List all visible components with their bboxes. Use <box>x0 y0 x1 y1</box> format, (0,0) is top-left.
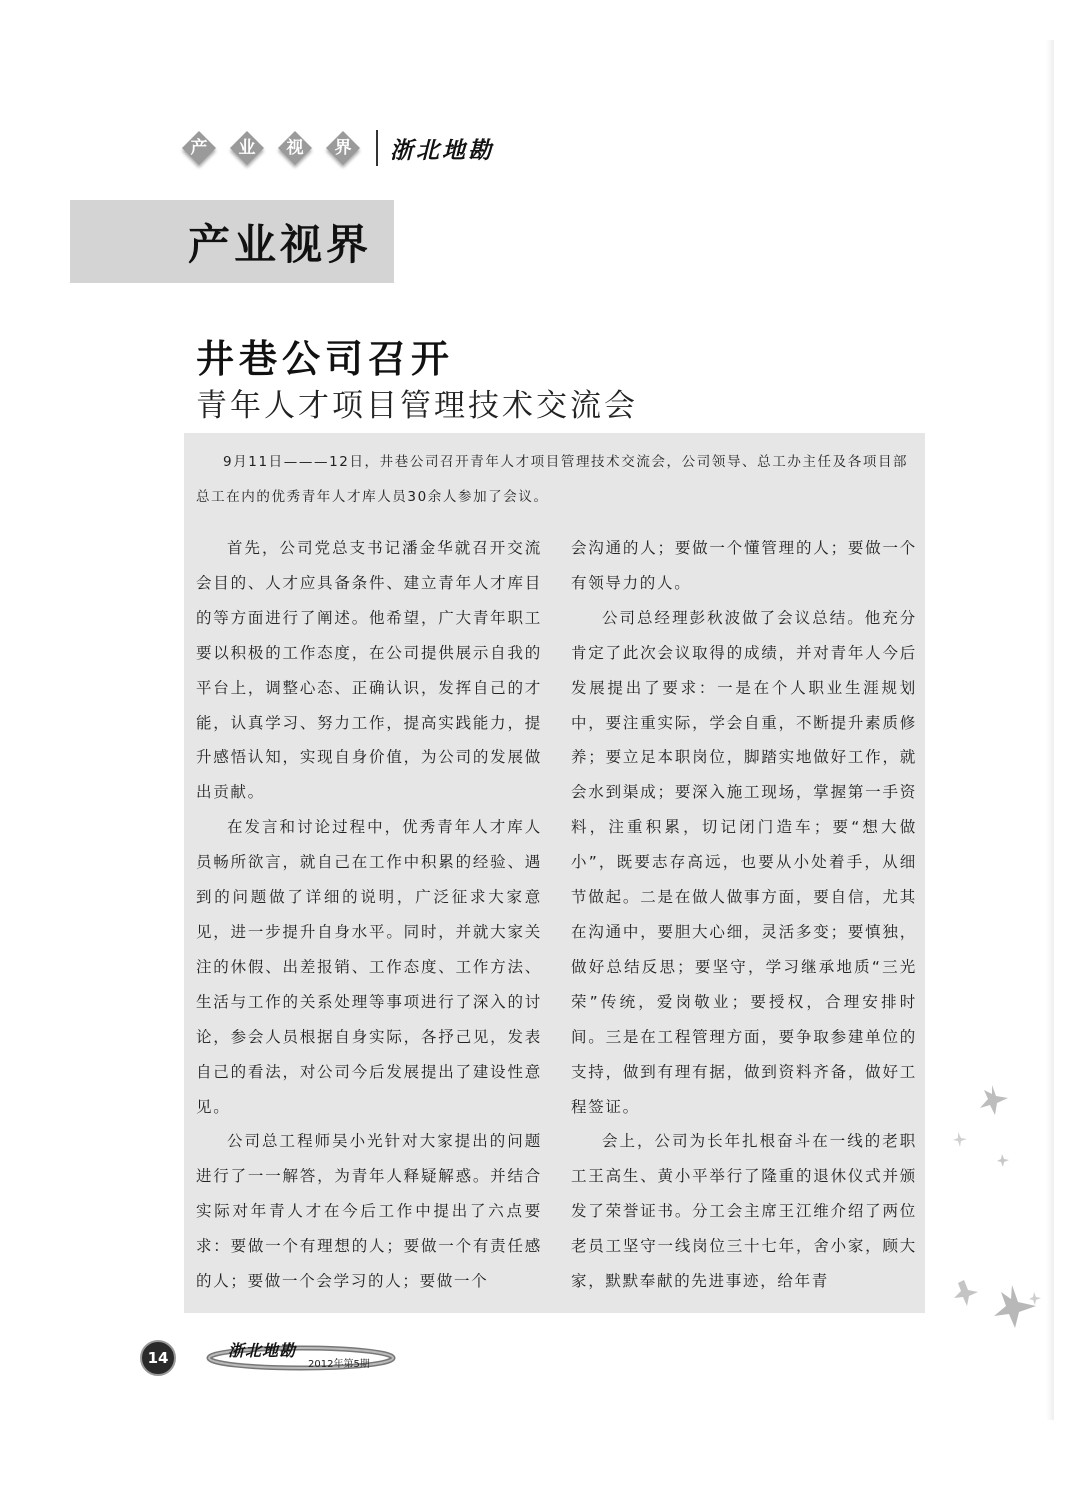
diamond-icon <box>230 131 264 165</box>
section-header-row <box>182 126 494 170</box>
star-icon <box>1029 1292 1041 1305</box>
diamond-char: 业 <box>238 138 256 158</box>
paragraph: 会沟通的人；要做一个懂管理的人；要做一个有领导力的人。 <box>571 539 917 592</box>
diamond-icon <box>182 131 216 165</box>
page-footer <box>136 1336 396 1376</box>
diamond-icon <box>278 131 312 165</box>
section-title-block <box>70 200 394 283</box>
star-icon <box>980 1085 1008 1115</box>
magazine-brand: 浙北地勘 <box>390 136 494 164</box>
diamond-char: 产 <box>190 138 208 158</box>
article-subtitle: 青年人才项目管理技术交流会 <box>196 388 638 424</box>
paragraph: 会上，公司为长年扎根奋斗在一线的老职工王高生、黄小平举行了隆重的退休仪式并颁发了荣誉证书。分工会主席王江维介绍了两位老员工坚守一线岗位三十七年，舍小家，顾大家，默默奉献的先进事迹，给年青 <box>571 1132 917 1291</box>
article-panel <box>184 433 925 1313</box>
paragraph: 公司总工程师吴小光针对大家提出的问题进行了一一解答，为青年人释疑解惑。并结合实际对年青人才在今后工作中提出了六点要求：要做一个有理想的人；要做一个有责任感的人；要做一个会学习的人；要做一个 <box>196 1132 542 1291</box>
star-icon <box>997 1154 1009 1167</box>
star-icon <box>954 1280 978 1306</box>
sparkle-stars-icon <box>940 1070 1050 1340</box>
article-lead: 9月11日———12日，井巷公司召开青年人才项目管理技术交流会，公司领导、总工办主任及各项目部总工在内的优秀青年人才库人员30余人参加了会议。 <box>196 454 909 505</box>
star-icon <box>994 1285 1036 1328</box>
footer-brand: 浙北地勘 <box>228 1341 297 1360</box>
page-number: 14 <box>140 1340 176 1376</box>
header-divider <box>376 130 378 166</box>
article-title: 井巷公司召开 <box>196 337 455 381</box>
diamond-char: 界 <box>334 138 352 158</box>
star-icon <box>953 1132 967 1147</box>
diamond-char: 视 <box>286 138 304 158</box>
paragraph: 在发言和讨论过程中，优秀青年人才库人员畅所欲言，就自己在工作中积累的经验、遇到的问题做了详细的说明，广泛征求大家意见，进一步提升自身水平。同时，并就大家关注的休假、出差报销、工作态度、工作方法、生活与工作的关系处理等事项进行了深入的讨论，参会人员根据自身实际，各抒己见，发表自己的看法，对公司今后发展提出了建设性意见。 <box>196 818 542 1116</box>
section-title: 产业视界 <box>188 220 373 269</box>
paragraph: 首先，公司党总支书记潘金华就召开交流会目的、人才应具备条件、建立青年人才库目的等方面进行了阐述。他希望，广大青年职工要以积极的工作态度，在公司提供展示自我的平台上，调整心态、正确认识，发挥自己的才能，认真学习、努力工作，提高实践能力，提升感悟认知，实现自身价值，为公司的发展做出贡献。 <box>196 539 542 802</box>
article-column-left <box>196 531 542 1299</box>
diamond-icon <box>326 131 360 165</box>
article-column-right <box>571 531 917 1299</box>
issue-label: 2012年第5期 <box>308 1359 370 1370</box>
paragraph: 公司总经理彭秋波做了会议总结。他充分肯定了此次会议取得的成绩，并对青年人今后发展提出了要求：一是在个人职业生涯规划中，要注重实际，学会自重，不断提升素质修养；要立足本职岗位，脚踏实地做好工作，就会水到渠成；要深入施工现场，掌握第一手资料，注重积累，切记闭门造车；要“想大做小”，既要志存高远，也要从小处着手，从细节做起。二是在做人做事方面，要自信，尤其在沟通中，要胆大心细，灵活多变；要慎独，做好总结反思；要坚守，学习继承地质“三光荣”传统，爱岗敬业；要授权，合理安排时间。三是在工程管理方面，要争取参建单位的支持，做到有理有据，做到资料齐备，做好工程签证。 <box>571 608 917 1116</box>
